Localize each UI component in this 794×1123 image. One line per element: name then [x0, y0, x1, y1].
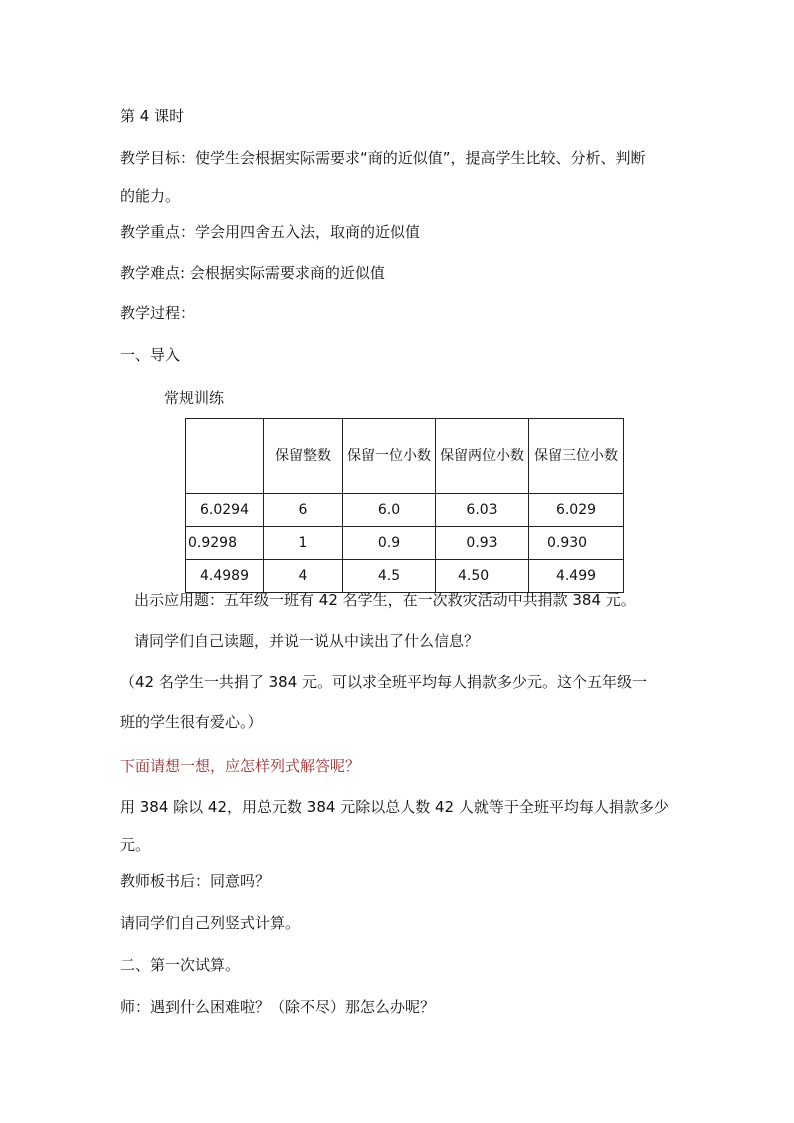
table-cell: 0.9	[343, 527, 436, 560]
table-cell: 6.0	[343, 494, 436, 527]
table-cell: 6	[264, 494, 343, 527]
table-cell: 0.9298	[186, 527, 264, 560]
table-header-row	[186, 419, 624, 494]
table-cell: 0.930	[529, 527, 624, 560]
answer-line-2: 班的学生很有爱心。）	[120, 713, 263, 731]
problem-statement: 出示应用题：五年级一班有 42 名学生，在一次救灾活动中共捐款 384 元。	[134, 591, 636, 609]
table-cell: 6.0294	[186, 494, 264, 527]
table-row	[186, 560, 624, 593]
teacher-board: 教师板书后：同意吗？	[120, 872, 271, 890]
teacher-question: 师：遇到什么困难啦？（除不尽）那怎么办呢？	[120, 998, 436, 1016]
table-cell: 4.499	[529, 560, 624, 593]
method-line-2: 元。	[120, 836, 151, 854]
table-header-cell: 保留整数	[264, 419, 343, 494]
table-header-cell: 保留两位小数	[436, 419, 529, 494]
table-cell: 4.5	[343, 560, 436, 593]
table-cell: 4	[264, 560, 343, 593]
table-header-cell: 保留三位小数	[529, 419, 624, 494]
table-cell: 1	[264, 527, 343, 560]
difficulty: 教学难点: 会根据实际需要求商的近似值	[120, 264, 385, 282]
process-heading: 教学过程：	[120, 304, 196, 322]
table-row	[186, 527, 624, 560]
rounding-table	[185, 418, 624, 593]
table-cell: 6.029	[529, 494, 624, 527]
table-cell: 4.50	[436, 560, 529, 593]
section-2-heading: 二、第一次试算。	[120, 956, 241, 974]
method-line-1: 用 384 除以 42，用总元数 384 元除以总人数 42 人就等于全班平均每人捐款多少	[120, 798, 669, 816]
objective-line-1: 教学目标：使学生会根据实际需要求“商的近似值”，提高学生比较、分析、判断	[120, 149, 646, 167]
table-row	[186, 494, 624, 527]
lesson-title: 第 4 课时	[120, 107, 185, 125]
reading-prompt: 请同学们自己读题，并说一说从中读出了什么信息？	[134, 632, 480, 650]
objective-line-2: 的能力。	[120, 187, 181, 205]
table-header-cell: 保留一位小数	[343, 419, 436, 494]
table-cell: 0.93	[436, 527, 529, 560]
section-1-heading: 一、导入	[120, 346, 181, 364]
table-cell: 4.4989	[186, 560, 264, 593]
answer-line-1: （42 名学生一共捐了 384 元。可以求全班平均每人捐款多少元。这个五年级一	[120, 673, 648, 691]
drill-title: 常规训练	[164, 389, 225, 407]
table-header-cell	[186, 419, 264, 494]
key-point: 教学重点：学会用四舍五入法，取商的近似值	[120, 223, 421, 241]
table-cell: 6.03	[436, 494, 529, 527]
think-prompt: 下面请想一想，应怎样列式解答呢？	[120, 757, 361, 775]
calc-prompt: 请同学们自己列竖式计算。	[120, 914, 301, 932]
